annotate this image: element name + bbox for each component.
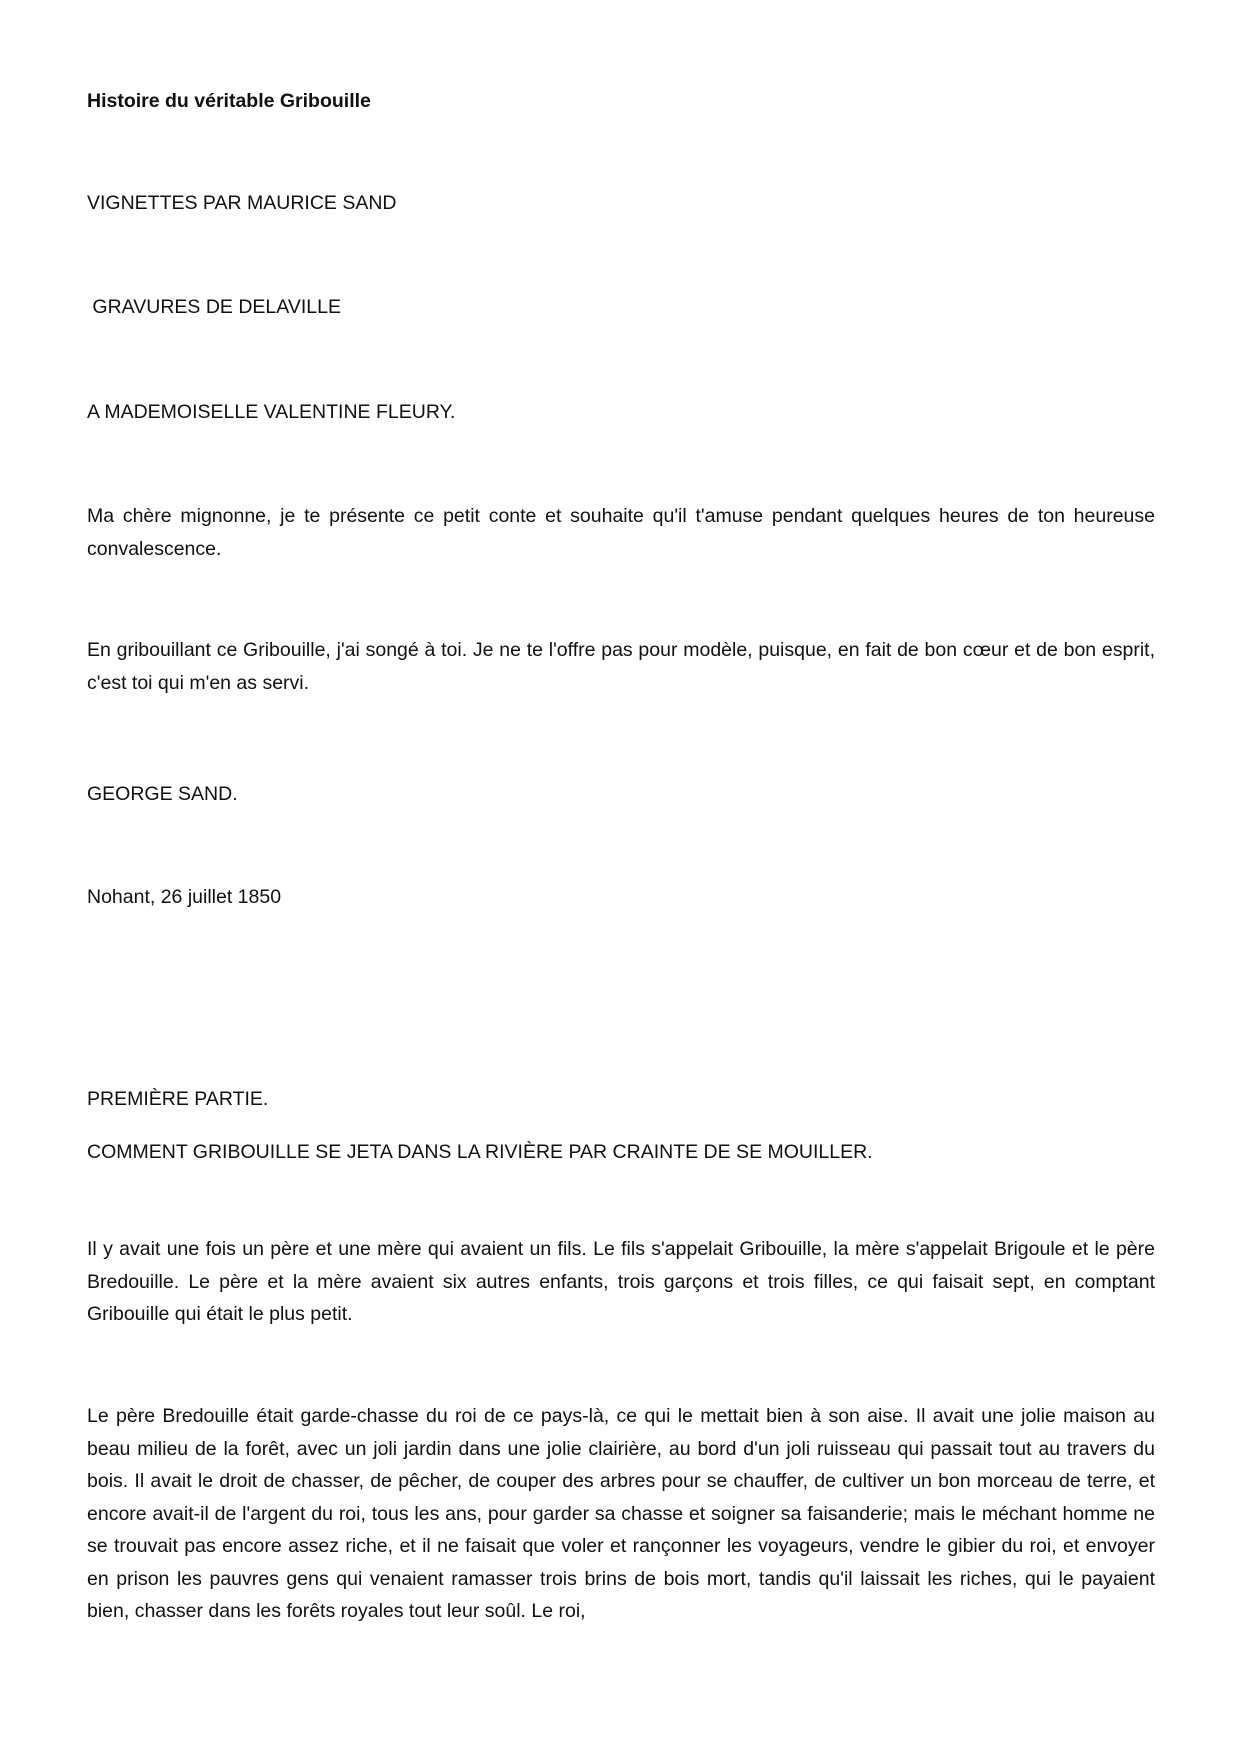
chapter-title: COMMENT GRIBOUILLE SE JETA DANS LA RIVIÈRE PAR CRAINTE DE SE MOUILLER. [87,1141,873,1163]
place-date: Nohant, 26 juillet 1850 [87,886,282,908]
signature: GEORGE SAND. [87,783,238,805]
document-title: Histoire du véritable Gribouille [87,90,371,112]
letter-paragraph-2: En gribouillant ce Gribouille, j'ai songé à toi. Je ne te l'offre pas pour modèle, puisque, en fait de bon cœur et de bon esprit, c'est toi qui m'en as servi. [87,639,1155,694]
dedication: A MADEMOISELLE VALENTINE FLEURY. [87,401,456,423]
letter-paragraph-1: Ma chère mignonne, je te présente ce petit conte et souhaite qu'il t'amuse pendant quelques heures de ton heureuse convalescence. [87,505,1155,560]
part-title: PREMIÈRE PARTIE. [87,1088,269,1110]
vignettes-credit: VIGNETTES PAR MAURICE SAND [87,192,397,214]
gravures-credit: GRAVURES DE DELAVILLE [87,296,341,318]
story-paragraph-2: Le père Bredouille était garde-chasse du roi de ce pays-là, ce qui le mettait bien à son aise. Il avait une jolie maison au beau milieu de la forêt, avec un joli jardin dans une jolie clairière, au bord d'un joli ruisseau qui passait tout au travers du bois. Il avait le droit de chasser, de pêcher, de couper des arbres pour se chauffer, de cultiver un bon morceau de terre, et encore avait-il de l'argent du roi, tous les ans, pour garder sa chasse et soigner sa faisanderie; mais le méchant homme ne se trouvait pas encore assez riche, et il ne faisait que voler et rançonner les voyageurs, vendre le gibier du roi, et envoyer en prison les pauvres gens qui venaient ramasser trois brins de bois mort, tandis qu'il laissait les riches, qui le payaient bien, chasser dans les forêts royales tout leur soûl. Le roi, [87,1405,1155,1622]
story-paragraph-1: Il y avait une fois un père et une mère qui avaient un fils. Le fils s'appelait Gribouille, la mère s'appelait Brigoule et le père Bredouille. Le père et la mère avaient six autres enfants, trois garçons et trois filles, ce qui faisait sept, en comptant Gribouille qui était le plus petit. [87,1238,1155,1325]
